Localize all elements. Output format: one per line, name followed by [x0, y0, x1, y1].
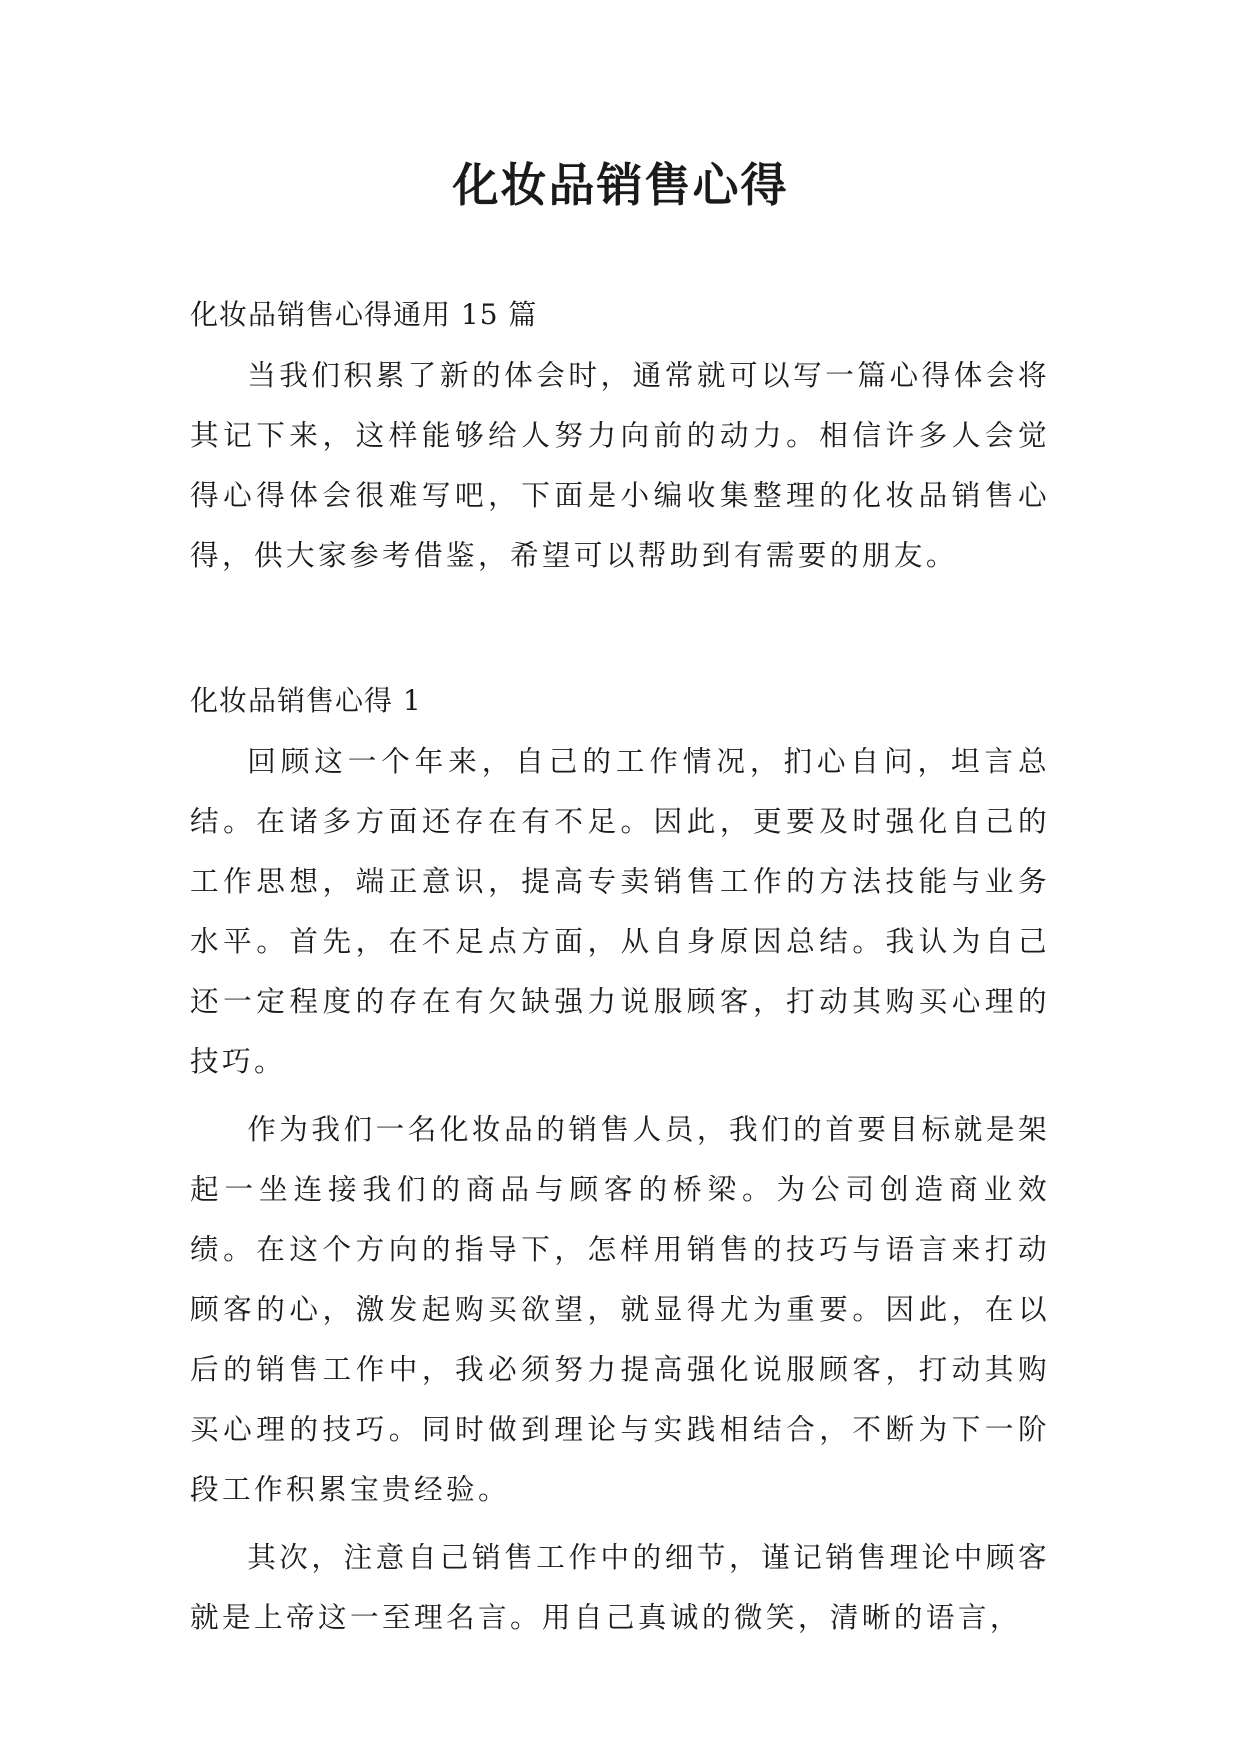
section-heading: 化妆品销售心得 1 [190, 684, 422, 717]
body-paragraph: 回顾这一个年来，自己的工作情况，扪心自问，坦言总结。在诸多方面还存在有不足。因此，更要及时强化自己的工作思想，端正意识，提高专卖销售工作的方法技能与业务水平。首先，在不足点方面，从自身原因总结。我认为自己还一定程度的存在有欠缺强力说服顾客，打动其购买心理的技巧。 [190, 744, 1050, 1078]
document-title: 化妆品销售心得 [452, 158, 789, 212]
document-body [190, 285, 1050, 1647]
body-paragraph: 作为我们一名化妆品的销售人员，我们的首要目标就是架起一坐连接我们的商品与顾客的桥梁。为公司创造商业效绩。在这个方向的指导下，怎样用销售的技巧与语言来打动顾客的心，激发起购买欲望，就显得尤为重要。因此，在以后的销售工作中，我必须努力提高强化说服顾客，打动其购买心理的技巧。同时做到理论与实践相结合，不断为下一阶段工作积累宝贵经验。 [190, 1112, 1050, 1506]
body-paragraph: 其次，注意自己销售工作中的细节，谨记销售理论中顾客就是上帝这一至理名言。用自己真诚的微笑，清晰的语言， [190, 1540, 1050, 1634]
intro-paragraph: 当我们积累了新的体会时，通常就可以写一篇心得体会将其记下来，这样能够给人努力向前的动力。相信许多人会觉得心得体会很难写吧，下面是小编收集整理的化妆品销售心得，供大家参考借鉴，希望可以帮助到有需要的朋友。 [190, 358, 1050, 572]
section-spacer [190, 585, 1050, 671]
intro-heading: 化妆品销售心得通用 15 篇 [190, 298, 538, 331]
